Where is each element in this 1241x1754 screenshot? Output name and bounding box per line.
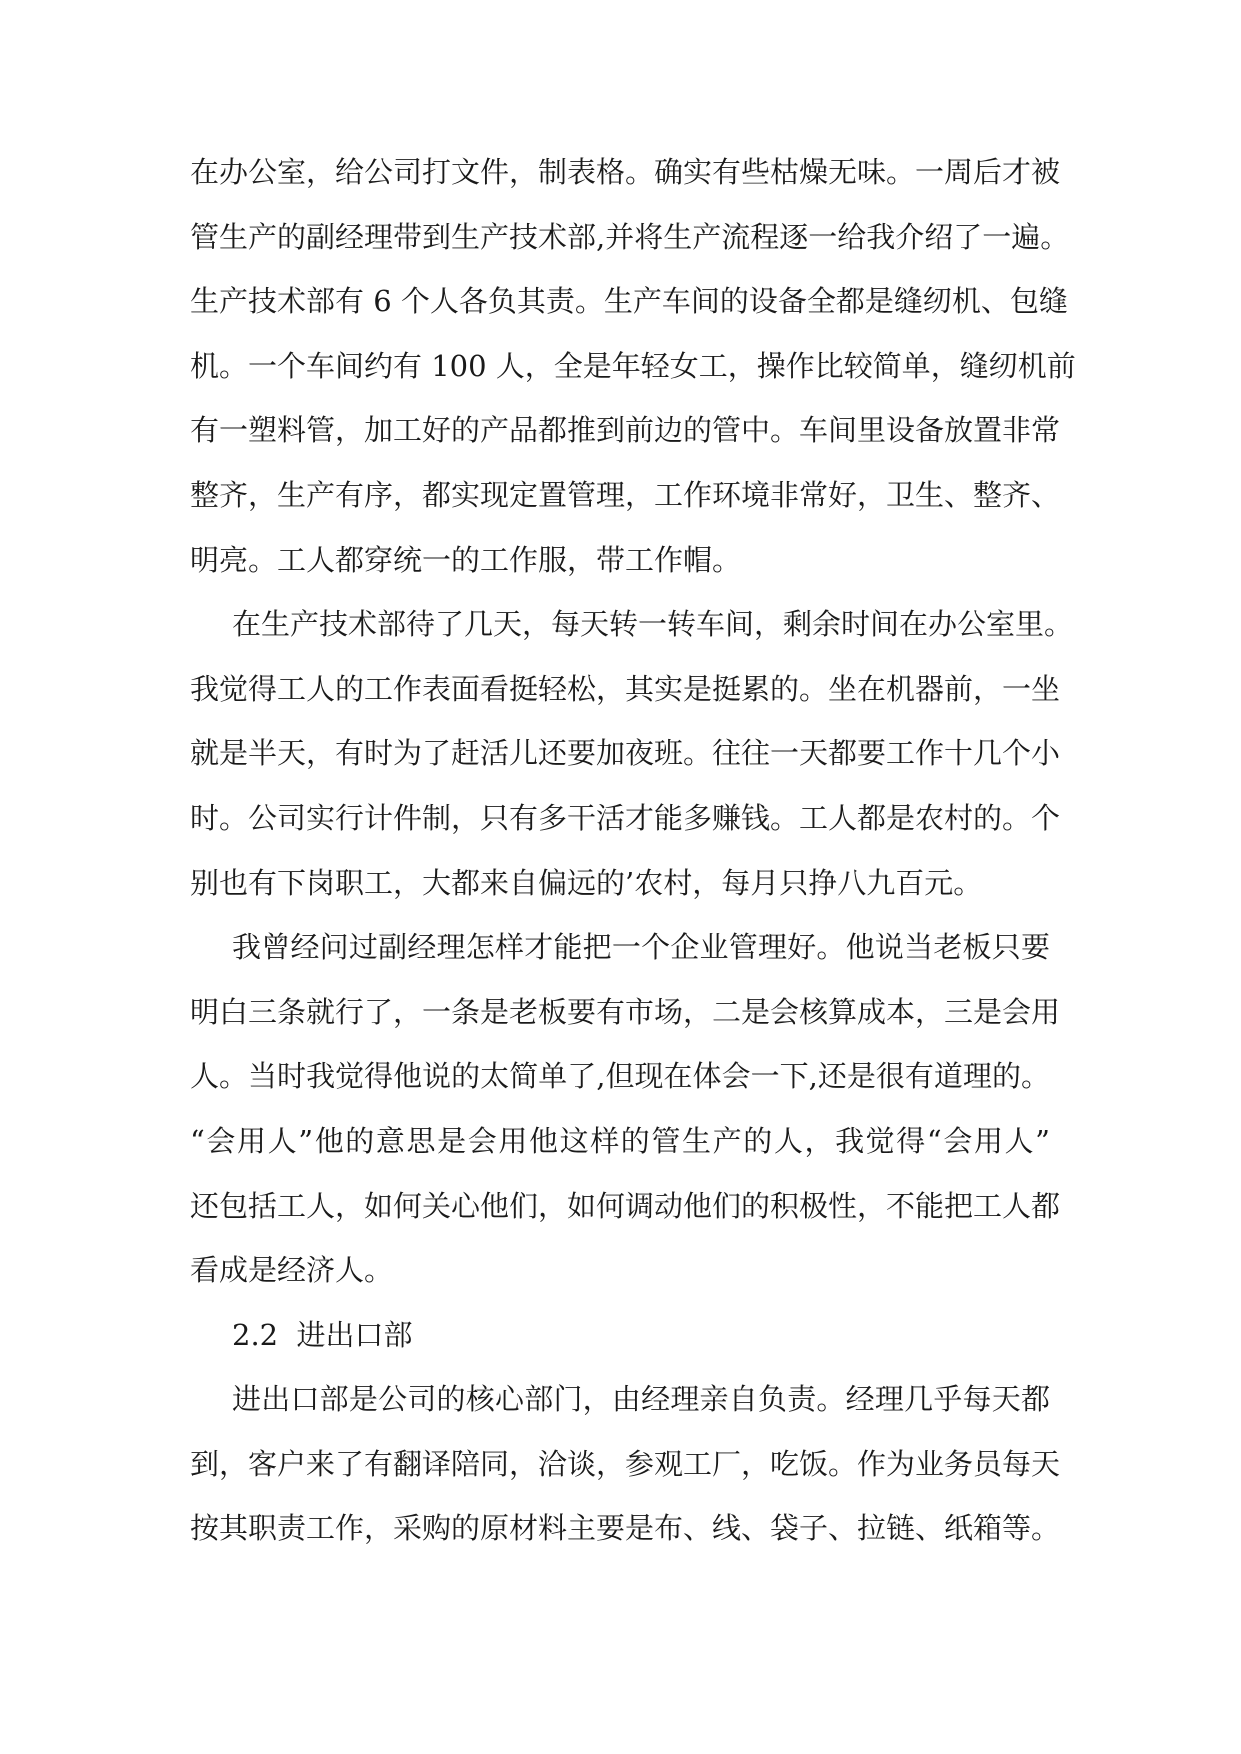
text-line: 我曾经问过副经理怎样才能把一个企业管理好。他说当老板只要 xyxy=(232,930,1050,965)
text-line: 进出口部是公司的核心部门，由经理亲自负责。经理几乎每天都 xyxy=(232,1382,1050,1417)
text-line: 就是半天，有时为了赶活儿还要加夜班。往往一天都要工作十几个小 xyxy=(190,736,1061,771)
text-line: 别也有下岗职工，大都来自偏远的’农村，每月只挣八九百元。 xyxy=(190,865,983,900)
text-line: 明白三条就行了，一条是老板要有市场，二是会核算成本，三是会用 xyxy=(190,994,1061,1029)
text-line: 在生产技术部待了几天，每天转一转车间，剩余时间在办公室里。 xyxy=(232,607,1074,642)
text-line: 到，客户来了有翻译陪同，洽谈，参观工厂，吃饭。作为业务员每天 xyxy=(190,1446,1061,1481)
text-line: “会用人”他的意思是会用他这样的管生产的人，我觉得“会用人” xyxy=(190,1123,1050,1158)
text-line: 管生产的副经理带到生产技术部,并将生产流程逐一给我介绍了一遍。 xyxy=(190,219,1070,254)
text-line: 还包括工人，如何关心他们，如何调动他们的积极性，不能把工人都 xyxy=(190,1188,1061,1223)
text-line: 有一塑料管，加工好的产品都推到前边的管中。车间里设备放置非常 xyxy=(190,413,1061,448)
text-line: 机。一个车间约有 100 人，全是年轻女工，操作比较简单，缝纫机前 xyxy=(190,348,1076,383)
text-line: 在办公室，给公司打文件，制表格。确实有些枯燥无味。一周后才被 xyxy=(190,155,1061,189)
text-line: 人。当时我觉得他说的太简单了,但现在体会一下,还是很有道理的。 xyxy=(190,1059,1050,1094)
text-line: 时。公司实行计件制，只有多干活才能多赚钱。工人都是农村的。个 xyxy=(190,800,1061,835)
text-line: 看成是经济人。 xyxy=(190,1253,394,1288)
text-line: 整齐，生产有序，都实现定置管理，工作环境非常好，卫生、整齐、 xyxy=(190,477,1061,512)
text-line: 我觉得工人的工作表面看挺轻松，其实是挺累的。坐在机器前，一坐 xyxy=(190,671,1061,706)
text-line: 按其职责工作，采购的原材料主要是布、线、袋子、拉链、纸箱等。 xyxy=(190,1511,1061,1546)
text-line: 生产技术部有 6 个人各负其责。生产车间的设备全都是缝纫机、包缝 xyxy=(190,284,1068,319)
text-line: 明亮。工人都穿统一的工作服，带工作帽。 xyxy=(190,542,742,577)
document-page xyxy=(190,155,1076,1577)
section-heading: 2.2 进出口部 xyxy=(232,1317,413,1352)
